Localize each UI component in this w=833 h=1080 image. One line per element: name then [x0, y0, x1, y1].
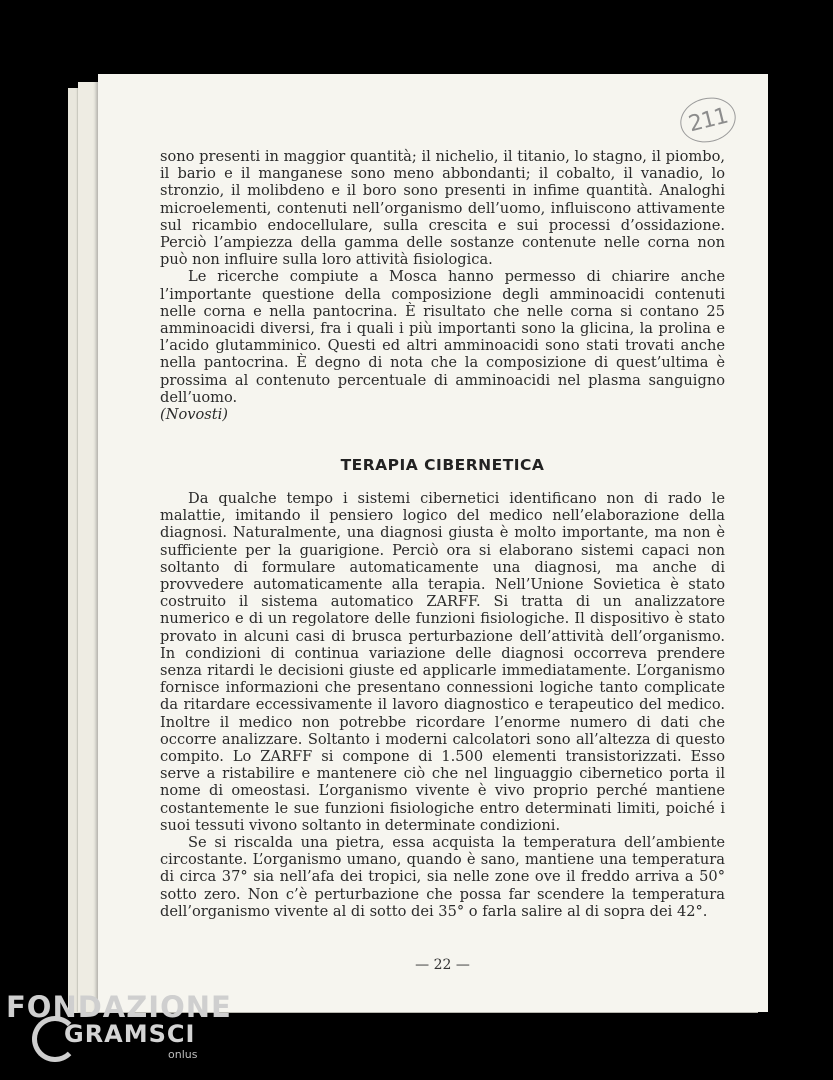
watermark-logo	[6, 990, 232, 1070]
paragraph: Le ricerche compiute a Mosca hanno permesso di chiarire anche l’importante questione della composizione degli amminoacidi contenuti nelle corna e nella pantocrina. È risultato che nelle corna si contano 25 amminoacidi diversi, fra i quali i più importanti sono la glicina, la prolina e l’acido glutamminico. Questi ed altri amminoacidi sono stati trovati anche nella pantocrina. È degno di nota che la composizione di quest’ultima è prossima al contenuto percentuale di amminoacidi nel plasma sanguigno dell’uomo.	[160, 268, 725, 406]
logo-line-onlus: onlus	[168, 1048, 198, 1061]
section-heading: TERAPIA CIBERNETICA	[340, 456, 545, 474]
source-citation: (Novosti)	[160, 406, 228, 424]
text-block-intro	[160, 148, 725, 423]
page-number: — 22 —	[415, 957, 470, 973]
text-block-article	[160, 490, 725, 920]
paragraph: sono presenti in maggior quantità; il nichelio, il titanio, lo stagno, il piombo, il bario e il manganese sono meno abbondanti; il cobalto, il vanadio, lo stronzio, il molibdeno e il boro sono presenti in infime quantità. Analoghi microelementi, contenuti nell’organismo dell’uomo, influiscono attivamente sul ricambio endocellulare, sulla crescita e sui processi d’ossidazione. Perciò l’ampiezza della gamma delle sostanze contenute nelle corna non può non influire sulla loro attività fisiologica.	[160, 148, 725, 269]
paragraph: Se si riscalda una pietra, essa acquista la temperatura dell’ambiente circostante. L’organismo umano, quando è sano, mantiene una temperatura di circa 37° sia nell’afa dei tropici, sia nelle zone ove il freddo arriva a 50° sotto zero. Non c’è perturbazione che possa far scendere la temperatura dell’organismo vivente al di sotto dei 35° o farla salire al di sopra dei 42°.	[160, 834, 725, 920]
logo-line-fondazione: FONDAZIONE	[6, 990, 232, 1024]
logo-line-gramsci: GRAMSCI	[64, 1020, 196, 1048]
handwritten-page-number: 211	[676, 92, 741, 148]
paragraph: Da qualche tempo i sistemi cibernetici identificano non di rado le malattie, imitando il pensiero logico del medico nell’elaborazione della diagnosi. Naturalmente, una diagnosi giusta è molto importante, ma non è sufficiente per la guarigione. Perciò ora si elaborano sistemi capaci non soltanto di formulare automaticamente una diagnosi, ma anche di provvedere automaticamente alla terapia. Nell’Unione Sovietica è stato costruito il sistema automatico ZARFF. Si tratta di un analizzatore numerico e di un regolatore delle funzioni fisiologiche. Il dispositivo è stato provato in alcuni casi di brusca perturbazione dell’attività dell’organismo. In condizioni di continua variazione delle diagnosi occorreva prendere senza ritardi le decisioni giuste ed applicarle immediatamente. L’organismo fornisce informazioni che presentano connessioni logiche tanto complicate da ritardare eccessivamente il lavoro diagnostico e terapeutico del medico. Inoltre il medico non potrebbe ricordare l’enorme numero di dati che occorre analizzare. Soltanto i moderni calcolatori sono all’altezza di questo compito. Lo ZARFF si compone di 1.500 elementi transistorizzati. Esso serve a ristabilire e mantenere ciò che nel linguaggio cibernetico porta il nome di omeostasi. L’organismo vivente è vivo proprio perché mantiene costantemente le sue funzioni fisiologiche entro determinati limiti, poiché i suoi tessuti vivono soltanto in determinate condizioni.	[160, 490, 725, 834]
